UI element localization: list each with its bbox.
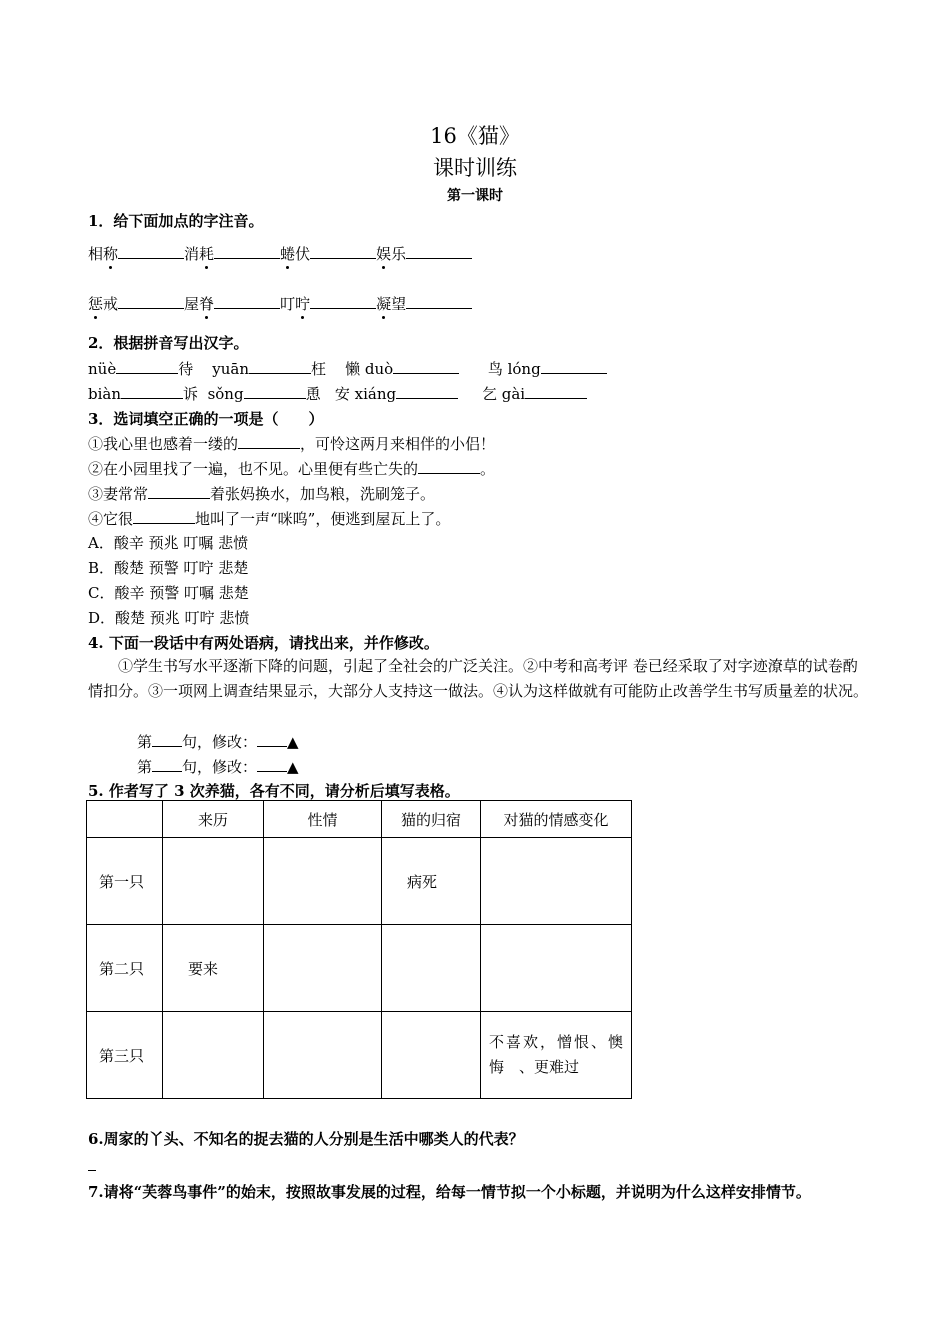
answer-blank[interactable] (214, 294, 280, 309)
row-label: 第二只 (87, 925, 163, 1012)
cat-analysis-table (86, 800, 632, 1099)
q1-word: 惩戒 (88, 295, 119, 313)
table-header-cell: 性情 (264, 801, 382, 838)
q4-answer-1: 第 句，修改： ▲ (137, 733, 299, 751)
q4-answer-2: 第 句，修改： ▲ (137, 758, 299, 776)
table-cell[interactable]: 不喜欢，憎恨、懊悔 、更难过 (481, 1012, 632, 1099)
q1-word: 凝望 (376, 295, 407, 313)
q2-row2: biàn 诉 sǒng 恿 安 xiáng 乞 gài (88, 383, 587, 404)
answer-blank[interactable] (418, 459, 480, 474)
lesson-label: 第一课时 (447, 188, 503, 204)
row-label: 第一只 (87, 838, 163, 925)
q3-title: 3．选词填空正确的一项是（ ） (88, 410, 324, 428)
answer-blank[interactable] (310, 244, 376, 259)
table-cell[interactable] (163, 1012, 264, 1099)
answer-blank[interactable] (152, 732, 182, 747)
q1-row2 (88, 293, 472, 314)
answer-blank[interactable] (148, 484, 210, 499)
table-cell[interactable] (382, 1012, 481, 1099)
q6-title: 6.周家的丫头、不知名的捉去猫的人分别是生活中哪类人的代表？ (88, 1130, 524, 1148)
q1-row1 (88, 243, 472, 264)
option-a[interactable]: A．酸辛 预兆 叮嘱 悲愤 (88, 534, 249, 552)
q1-title: 1．给下面加点的字注音。 (88, 212, 264, 230)
answer-blank[interactable] (249, 359, 311, 374)
option-c[interactable]: C．酸辛 预警 叮嘱 悲楚 (88, 584, 249, 602)
q1-word: 相称 (88, 245, 119, 263)
table-header-row (87, 801, 632, 838)
q2-title: 2．根据拼音写出汉字。 (88, 334, 249, 352)
answer-blank[interactable] (116, 359, 178, 374)
table-cell[interactable] (264, 1012, 382, 1099)
answer-blank[interactable] (257, 732, 287, 747)
answer-blank[interactable] (393, 359, 459, 374)
q4-paragraph: ①学生书写水平逐渐下降的问题，引起了全社会的广泛关注。②中考和高考评 卷已经采取了对字迹潦草的试卷酌情扣分。③一项网上调查结果显示，大部分人支持这一做法。④认为这样做就有可能防止改善学生书写质量差的状况。 (88, 657, 869, 700)
table-header-cell: 猫的归宿 (382, 801, 481, 838)
table-cell[interactable] (163, 838, 264, 925)
answer-blank[interactable] (525, 384, 587, 399)
q5-title: 5. 作者写了 3 次养猫，各有不同，请分析后填写表格。 (88, 782, 460, 800)
answer-blank[interactable] (118, 244, 184, 259)
answer-blank[interactable] (118, 294, 184, 309)
table-cell[interactable] (382, 925, 481, 1012)
answer-blank[interactable] (257, 757, 287, 772)
table-row (87, 838, 632, 925)
answer-blank[interactable] (310, 294, 376, 309)
q1-word: 消耗 (184, 245, 215, 263)
answer-blank[interactable] (238, 434, 300, 449)
row-label: 第三只 (87, 1012, 163, 1099)
q3-sentence-1: ①我心里也感着一缕的 ，可怜这两月来相伴的小侣！ (88, 435, 496, 453)
table-cell[interactable] (481, 925, 632, 1012)
answer-blank[interactable] (133, 509, 195, 524)
answer-blank[interactable] (244, 384, 306, 399)
answer-line[interactable] (88, 1170, 96, 1171)
q7-title: 7.请将“芙蓉鸟事件”的始末，按照故事发展的过程，给每一情节拟一个小标题，并说明为什么这样安排情节。 (88, 1183, 811, 1201)
answer-blank[interactable] (396, 384, 458, 399)
answer-blank[interactable] (214, 244, 280, 259)
table-cell[interactable]: 要来 (163, 925, 264, 1012)
answer-blank[interactable] (121, 384, 183, 399)
q4-title: 4. 下面一段话中有两处语病，请找出来，并作修改。 (88, 634, 439, 652)
answer-blank[interactable] (541, 359, 607, 374)
table-row (87, 925, 632, 1012)
option-d[interactable]: D．酸楚 预兆 叮咛 悲愤 (88, 609, 250, 627)
option-b[interactable]: B．酸楚 预警 叮咛 悲楚 (88, 559, 249, 577)
q1-word: 叮咛 (280, 295, 311, 313)
page-title: 16《猫》 (430, 124, 520, 148)
table-header-cell: 来历 (163, 801, 264, 838)
triangle-icon: ▲ (287, 733, 299, 751)
q3-sentence-2: ②在小园里找了一遍，也不见。心里便有些亡失的 。 (88, 460, 496, 478)
table-cell[interactable]: 病死 (382, 838, 481, 925)
table-header-cell: 对猫的情感变化 (481, 801, 632, 838)
q3-sentence-3: ③妻常常 着张妈换水，加鸟粮，洗刷笼子。 (88, 485, 436, 503)
q1-word: 屋脊 (184, 295, 215, 313)
q2-row1: nüè 待 yuān 枉 懒 duò 鸟 lóng (88, 358, 607, 379)
triangle-icon: ▲ (287, 758, 299, 776)
q3-sentence-4: ④它很 地叫了一声“咪呜”，便逃到屋瓦上了。 (88, 510, 451, 528)
answer-blank[interactable] (406, 294, 472, 309)
table-cell[interactable] (264, 925, 382, 1012)
answer-blank[interactable] (406, 244, 472, 259)
table-header-cell (87, 801, 163, 838)
q1-word: 蜷伏 (280, 245, 311, 263)
table-cell[interactable] (264, 838, 382, 925)
table-cell[interactable] (481, 838, 632, 925)
table-row (87, 1012, 632, 1099)
page-subtitle: 课时训练 (433, 156, 517, 180)
answer-blank[interactable] (152, 757, 182, 772)
q1-word: 娱乐 (376, 245, 407, 263)
